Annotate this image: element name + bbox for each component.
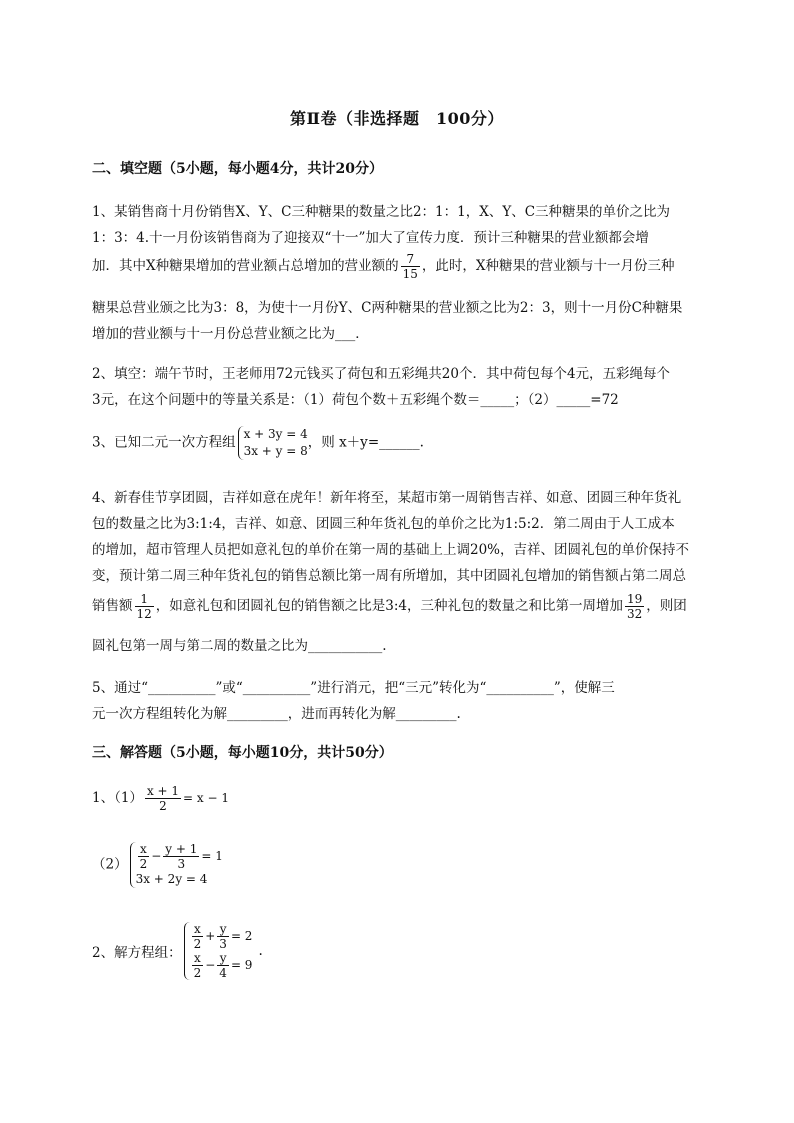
s2-r1-rhs: = 2: [230, 929, 253, 943]
solve-question-1-part-2: [92, 842, 223, 888]
s1-p2-frac-2: [163, 842, 199, 871]
s1-p1-label: 1、（1）: [92, 790, 143, 806]
s2-r1-frac-1-num: x: [192, 922, 204, 937]
q4-line-4: 变，预计第二周三种年货礼包的销售总额比第一周有所增加，其中团圆礼包增加的销售额占第二周总: [92, 568, 686, 584]
s2-row-1: [190, 922, 253, 951]
q4-line-3: 的增加，超市管理人员把如意礼包的单价在第一周的基础上上调20%，吉祥、团圆礼包的单价保持不: [92, 542, 690, 558]
s1-p2-minus: −: [151, 849, 162, 863]
q4-fraction-1-denominator: 12: [136, 607, 152, 621]
q4-line-5-text-b: ，如意礼包和团圆礼包的销售额之比是3:4，三种礼包的数量之和比第一周增加: [155, 598, 624, 614]
q5-line-1: 5、通过“__________”或“__________”进行消元，把“三元”转化为“__________”，使解三: [92, 680, 615, 696]
s2-r2-frac-2: [217, 951, 229, 980]
s2-system: [184, 922, 253, 980]
s1-p2-row-1-rhs: = 1: [201, 849, 223, 863]
s2-r1-op: +: [205, 929, 216, 943]
s2-r1-frac-2: [217, 922, 229, 951]
s1-p2-label: （2）: [92, 856, 128, 873]
q3-text-pre: 3、已知二元一次方程组: [92, 434, 236, 451]
s1-p2-row-1: [136, 842, 223, 871]
s1-p1-fraction: [145, 784, 181, 813]
s1-p1-denominator: 2: [159, 799, 167, 813]
s2-r1-frac-2-den: 3: [219, 937, 227, 951]
s2-r1-frac-1: [192, 922, 204, 951]
s2-r2-op: −: [205, 958, 216, 972]
q4-line-5: [92, 592, 687, 621]
section-answer-heading: 三、解答题（5小题，每小题10分，共计50分）: [92, 745, 393, 761]
s2-r2-frac-1: [192, 951, 204, 980]
s1-p2-system: [130, 842, 223, 888]
q4-fraction-1: [135, 592, 154, 621]
s2-r2-frac-1-num: x: [192, 951, 204, 966]
s1-p2-frac-1-num: x: [138, 842, 150, 857]
s1-p2-row-2: 3x + 2y = 4: [135, 872, 208, 886]
solve-question-1-part-1: [92, 784, 229, 813]
q4-line-1: 4、新春佳节享团圆，吉祥如意在虎年！新年将至，某超市第一周销售吉祥、如意、团圆三种年货礼: [92, 490, 682, 506]
s1-p2-frac-2-den: 3: [177, 857, 186, 871]
q1-line-3-text-a: 加．其中X种糖果增加的营业额占总增加的营业额的: [92, 258, 399, 274]
q5-line-2: 元一次方程组转化为解_________，进而再转化为解_________.: [92, 706, 461, 722]
s2-r1-frac-2-num: y: [217, 922, 229, 937]
q4-line-5-text-a: 销售额: [92, 598, 133, 614]
q1-line-1: 1、某销售商十月份销售X、Y、C三种糖果的数量之比2：1：1，X、Y、C三种糖果的单价之比为: [92, 204, 671, 220]
s1-p2-frac-1: [138, 842, 150, 871]
q4-line-2: 包的数量之比为3:1:4，吉祥、如意、团圆三种年货礼包的单价之比为1:5:2．第二周由于人工成本: [92, 516, 675, 532]
s1-p1-numerator: x + 1: [146, 784, 180, 798]
q1-line-3-text-b: ，此时，X种糖果的营业额与十一月份三种: [421, 258, 675, 274]
s1-p2-frac-1-den: 2: [139, 857, 148, 871]
s1-p2-frac-2-num: y + 1: [165, 842, 198, 856]
q3-text-post: ，则 x＋y=______.: [307, 434, 424, 451]
q1-line-5: 增加的营业额与十一月份总营业额之比为___．: [92, 326, 369, 342]
section-fill-in-heading: 二、填空题（5小题，每小题4分，共计20分）: [92, 161, 383, 177]
q2-line-2: 3元，在这个问题中的等量关系是：（1）荷包个数＋五彩绳个数＝_____；（2）_____=72: [92, 392, 619, 408]
s2-r2-rhs: = 9: [230, 958, 253, 972]
q3-equation-2: 3x + y = 8: [243, 444, 308, 458]
q1-line-4: 糖果总营业颁之比为3：8，为使十一月份Y、C两种糖果的营业额之比为2：3，则十一月份C种糖果: [92, 300, 683, 316]
s2-r2-frac-1-den: 2: [193, 966, 202, 980]
q4-fraction-1-numerator: 1: [135, 592, 154, 607]
s2-r1-frac-1-den: 2: [193, 937, 202, 951]
q4-line-5-text-c: ，则团: [646, 598, 687, 614]
q4-fraction-2-denominator: 32: [627, 607, 643, 621]
q1-fraction-denominator: 15: [402, 267, 418, 281]
s2-r2-frac-2-den: 4: [219, 966, 227, 980]
q1-fraction: [401, 252, 420, 281]
s2-end-period: .: [258, 943, 263, 959]
q4-fraction-2: [625, 592, 644, 621]
q4-fraction-2-numerator: 19: [627, 592, 643, 606]
question-3: [92, 426, 424, 460]
q2-line-1: 2、填空：端午节时，王老师用72元钱买了荷包和五彩绳共20个．其中荷包每个4元，五彩绳每个: [92, 366, 671, 382]
q1-line-2: 1：3：4.十一月份该销售商为了迎接双“十一”加大了宣传力度．预计三种糖果的营业额都会增: [92, 230, 649, 246]
s2-label: 2、解方程组：: [92, 945, 182, 961]
q3-equation-system: [238, 426, 308, 460]
q4-line-6: 圆礼包第一周与第二周的数量之比为___________.: [92, 638, 387, 654]
q1-fraction-numerator: 7: [401, 252, 420, 267]
s2-r2-frac-2-num: y: [217, 951, 229, 966]
s1-p1-rhs: = x − 1: [183, 791, 229, 805]
q1-line-3: [92, 252, 675, 281]
page-title: 第Ⅱ卷（非选择题 100分）: [290, 109, 504, 128]
solve-question-2: [92, 922, 263, 980]
s2-row-2: [190, 951, 253, 980]
q3-equation-1: x + 3y = 4: [243, 427, 308, 441]
